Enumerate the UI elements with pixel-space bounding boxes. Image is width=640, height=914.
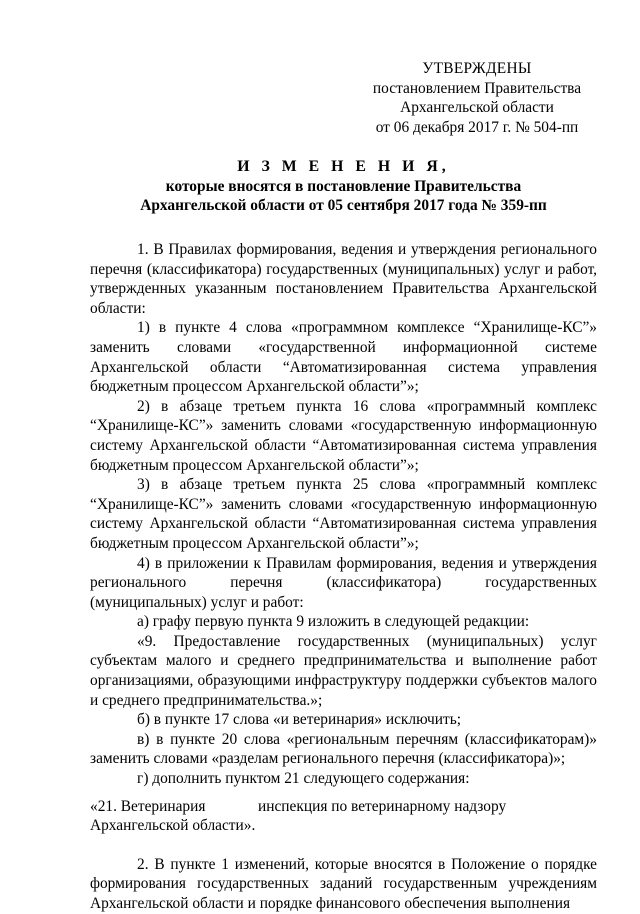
approval-line: постановлением Правительства	[372, 79, 582, 97]
paragraph: 2) в абзаце третьем пункта 16 слова «программный комплекс “Хранилище-КС”» заменить словами «государственную информационную систему Архангельской области “Автоматизированная система управления бюджетным процессом Архангельской области”»;	[90, 397, 597, 474]
paragraph: 1) в пункте 4 слова «программном комплексе “Хранилище-КС”» заменить словами «государственной информационной системе Архангельской области “Автоматизированная система управления бюджетным процессом Архангельской области”»;	[90, 319, 597, 396]
approval-line: от 06 декабря 2017 г. № 504-пп	[375, 118, 579, 136]
paragraph: 2. В пункте 1 изменений, которые вносятся в Положение о порядке формирования государственных заданий государственным учреждениям Архангельской области и порядке финансового обеспечения выполнения	[90, 855, 597, 912]
document-page	[90, 0, 597, 912]
title-subline: которые вносятся в постановление Правительства	[165, 177, 522, 195]
approval-line: Архангельской области	[400, 99, 554, 117]
approval-stamp	[357, 59, 597, 137]
paragraph: а) графу первую пункта 9 изложить в следующей редакции:	[137, 613, 530, 631]
approval-heading: УТВЕРЖДЕНЫ	[422, 60, 532, 77]
document-title	[90, 157, 597, 216]
title-subline: Архангельской области от 05 сентября 2017 года № 359-пп	[140, 197, 547, 215]
table-row	[90, 797, 597, 817]
paragraph: 1. В Правилах формирования, ведения и утверждения регионального перечня (классификатора) государственных (муниципальных) услуг и работ, утвержденных указанным постановлением Правительства Архангельской области:	[90, 241, 597, 317]
paragraph: г) дополнить пунктом 21 следующего содержания:	[137, 770, 470, 788]
paragraph: «9. Предоставление государственных (муниципальных) услуг субъектам малого и среднего предпринимательства и выполнение работ организациями, образующими инфраструктуру поддержки субъектов малого и среднего предпринимательства.»;	[90, 632, 597, 709]
paragraph: 4) в приложении к Правилам формирования, ведения и утверждения регионального перечня (классификатора) государственных (муниципальных) услуг и работ:	[90, 554, 597, 611]
table-cell-continuation: Архангельской области».	[90, 817, 256, 835]
table-cell: «21. Ветеринария	[90, 797, 206, 815]
paragraph: 3) в абзаце третьем пункта 25 слова «программный комплекс “Хранилище-КС”» заменить словами «государственную информационную систему Архангельской области “Автоматизированная система управления бюджетным процессом Архангельской области”»;	[90, 476, 597, 552]
table-cell: инспекция по ветеринарному надзору	[258, 797, 507, 815]
paragraph: б) в пункте 17 слова «и ветеринария» исключить;	[137, 711, 461, 729]
title-heading: И З М Е Н Е Н И Я,	[237, 158, 450, 175]
document-body	[90, 240, 597, 914]
paragraph: в) в пункте 20 слова «региональным перечням (классификаторам)» заменить словами «разделам регионального перечня (классификатора)»;	[90, 730, 597, 768]
